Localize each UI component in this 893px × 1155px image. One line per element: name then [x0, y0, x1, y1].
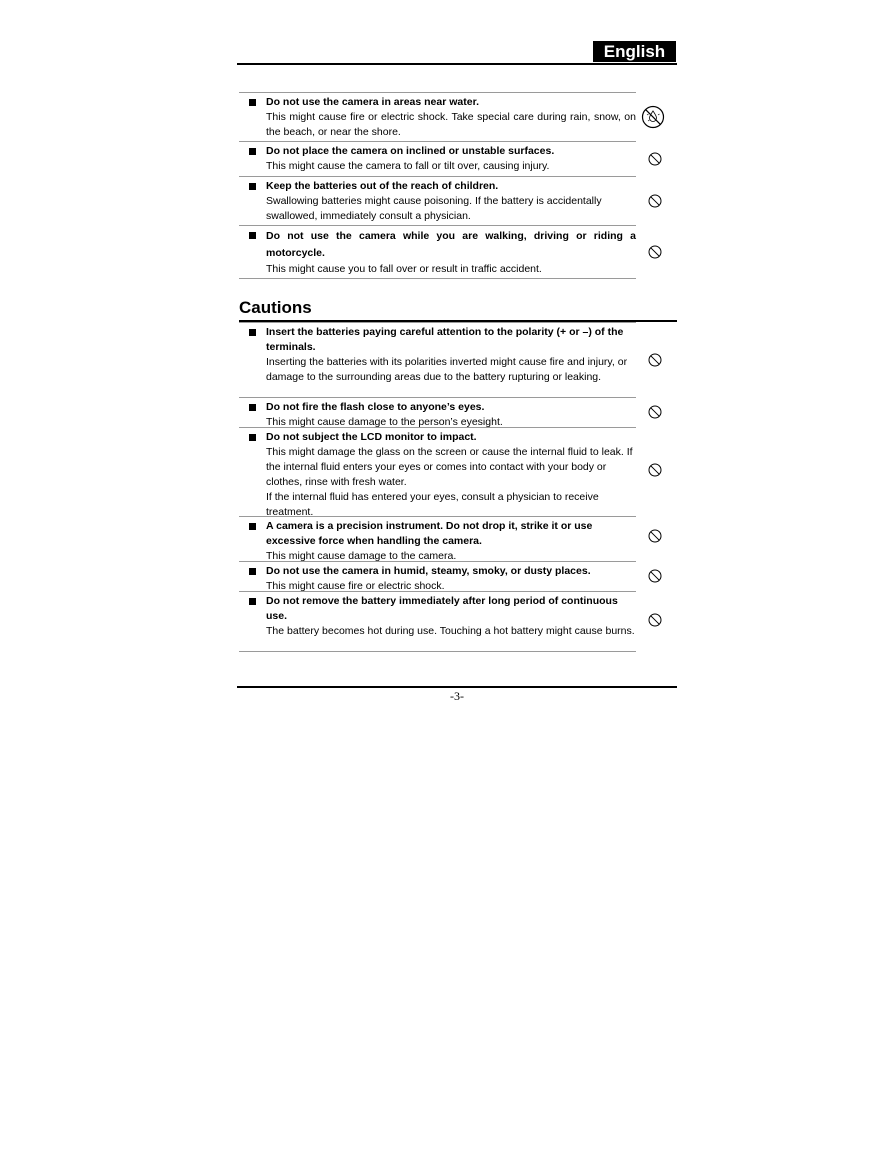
warning-item — [239, 225, 636, 279]
caution-item — [239, 561, 636, 591]
prohibited-icon — [648, 353, 662, 367]
caution-body: This might cause damage to the person’s eyesight. — [266, 416, 503, 428]
bullet-icon — [249, 232, 256, 239]
warning-body: This might cause fire or electric shock. Take special care during rain, snow, on the beach, or near the shore. — [266, 111, 636, 138]
bullet-icon — [249, 329, 256, 336]
warning-title: Keep the batteries out of the reach of children. — [266, 180, 499, 192]
warning-body: This might cause the camera to fall or tilt over, causing injury. — [266, 160, 550, 172]
warning-title: Do not use the camera in areas near water. — [266, 96, 480, 108]
cautions-section — [239, 298, 677, 652]
caution-item — [239, 427, 636, 516]
warning-item — [239, 176, 636, 225]
bullet-icon — [249, 523, 256, 530]
bullet-icon — [249, 598, 256, 605]
no-water-icon — [641, 105, 665, 129]
warning-title: Do not use the camera while you are walking, driving or riding a motorcycle. — [266, 230, 636, 259]
bullet-icon — [249, 99, 256, 106]
bullet-icon — [249, 404, 256, 411]
section-heading: Cautions — [239, 298, 677, 322]
caution-item — [239, 397, 636, 427]
bullet-icon — [249, 183, 256, 190]
prohibited-icon — [648, 405, 662, 419]
prohibited-icon — [648, 613, 662, 627]
caution-body: This might cause fire or electric shock. — [266, 580, 445, 592]
caution-title: Do not subject the LCD monitor to impact. — [266, 431, 477, 443]
prohibited-icon — [648, 529, 662, 543]
caution-body: Inserting the batteries with its polarities inverted might cause fire and injury, or damage to the surrounding areas due to the battery rupturing or leaking. — [266, 356, 628, 383]
prohibited-icon — [648, 569, 662, 583]
caution-item — [239, 516, 636, 561]
warning-item — [239, 141, 636, 176]
caution-title: Insert the batteries paying careful attention to the polarity (+ or –) of the terminals. — [266, 326, 624, 353]
warning-title: Do not place the camera on inclined or unstable surfaces. — [266, 145, 555, 157]
bullet-icon — [249, 434, 256, 441]
caution-item — [239, 591, 636, 652]
warning-body: Swallowing batteries might cause poisoning. If the battery is accidentally swallowed, immediately consult a physician. — [266, 195, 602, 222]
caution-title: A camera is a precision instrument. Do not drop it, strike it or use excessive force when handling the camera. — [266, 520, 593, 547]
bullet-icon — [249, 568, 256, 575]
bullet-icon — [249, 148, 256, 155]
prohibited-icon — [648, 194, 662, 208]
header-rule — [237, 63, 677, 65]
warning-body: This might cause you to fall over or result in traffic accident. — [266, 263, 542, 275]
prohibited-icon — [648, 245, 662, 259]
caution-title: Do not remove the battery immediately after long period of continuous use. — [266, 595, 618, 622]
prohibited-icon — [648, 152, 662, 166]
caution-body: This might cause damage to the camera. — [266, 550, 457, 562]
warnings-section — [239, 92, 677, 279]
page-number: -3- — [450, 689, 464, 703]
language-tab: English — [593, 41, 676, 62]
prohibited-icon — [648, 463, 662, 477]
warning-item — [239, 92, 636, 141]
footer-rule — [237, 686, 677, 688]
caution-body: This might damage the glass on the screen or cause the internal fluid to leak. If the internal fluid enters your eyes or comes into contact with your body or clothes, rinse with fresh water. If the internal fluid has entered your eyes, consult a physician to receive treatment. — [266, 446, 633, 518]
caution-item — [239, 322, 636, 397]
caution-title: Do not use the camera in humid, steamy, smoky, or dusty places. — [266, 565, 591, 577]
caution-body: The battery becomes hot during use. Touching a hot battery might cause burns. — [266, 625, 635, 637]
caution-title: Do not fire the flash close to anyone’s eyes. — [266, 401, 485, 413]
